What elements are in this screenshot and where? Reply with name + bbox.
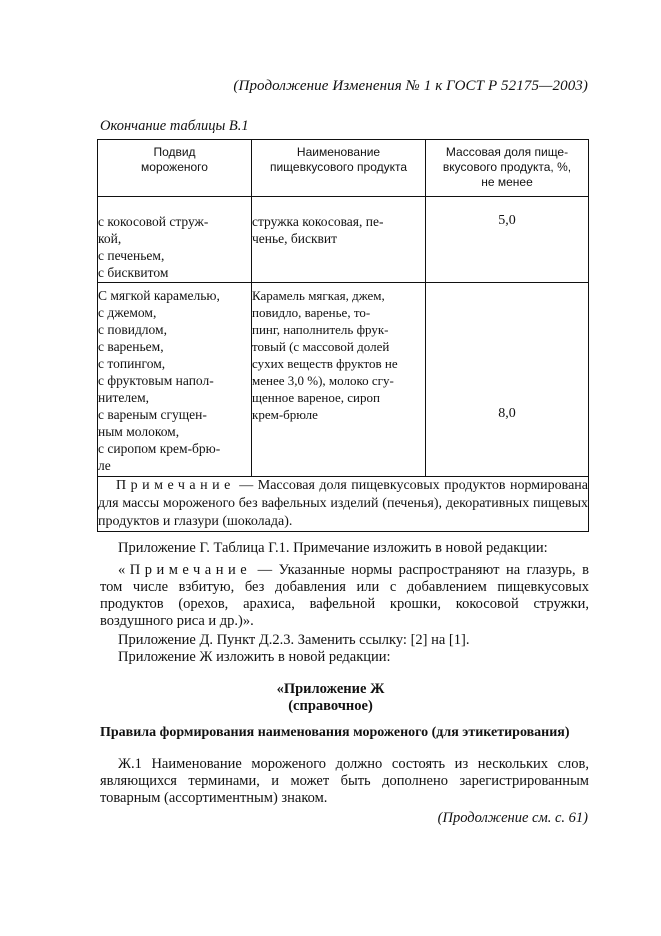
table-header-row xyxy=(98,140,589,197)
row1-value: 5,0 xyxy=(426,197,589,283)
row1-subtype: с кокосовой струж- кой, с печеньем, с бисквитом xyxy=(98,197,252,283)
paragraph-appendix-g: Приложение Г. Таблица Г.1. Примечание изложить в новой редакции: xyxy=(118,540,548,556)
table-row xyxy=(98,283,589,477)
table-note: Примечание — Массовая доля пищевкусовых продуктов нормирована для массы мороженого без вафельных изделий (печенья), декоративных пищевых продуктов и глазури (шоколада). xyxy=(98,477,589,532)
paragraph-appendix-zh: Приложение Ж изложить в новой редакции: xyxy=(118,649,391,665)
row2-value: 8,0 xyxy=(426,283,589,477)
paragraph-appendix-d: Приложение Д. Пункт Д.2.3. Заменить ссылку: [2] на [1]. xyxy=(118,632,470,648)
header-mass-fraction: Массовая доля пище- вкусового продукта, %, не менее xyxy=(426,140,589,197)
row1-product: стружка кокосовая, пе- ченье, бисквит xyxy=(252,197,426,283)
appendix-heading: Правила формирования наименования мороженого (для этикетирования) xyxy=(100,725,570,740)
table-caption: Окончание таблицы В.1 xyxy=(100,118,249,134)
mass-fraction-table xyxy=(97,139,589,532)
paragraph-note-quote: «Примечание — Указанные нормы распространяют на глазурь, в том числе взбитую, без добавления или с добавлением пищевкусовых продуктов (орехов, арахиса, вафельной крошки, кокосовой стружки, воздушного риса и др.)». xyxy=(100,562,589,629)
appendix-paragraph: Ж.1 Наименование мороженого должно состоять из нескольких слов, являющихся терминами, и может быть дополнено зарегистрированным товарным (ассортиментным) знаком. xyxy=(100,756,589,806)
header-product: Наименование пищевкусового продукта xyxy=(252,140,426,197)
header-subtype: Подвид мороженого xyxy=(98,140,252,197)
running-header: (Продолжение Изменения № 1 к ГОСТ Р 52175—2003) xyxy=(233,78,588,94)
row2-subtype: С мягкой карамелью, с джемом, с повидлом, с вареньем, с топингом, с фруктовым напол- нителем, с вареным сгущен- ным молоком, с сиропом крем-брю- ле xyxy=(98,283,252,477)
appendix-title: «Приложение Ж xyxy=(276,681,385,697)
appendix-subtitle: (справочное) xyxy=(288,698,373,714)
row2-product: Карамель мягкая, джем, повидло, варенье, то- пинг, наполнитель фрук- товый (с массовой долей сухих веществ фруктов не менее 3,0 %), молоко сгу- щенное вареное, сироп крем-брюле xyxy=(252,283,426,477)
table-note-row xyxy=(98,477,589,532)
continuation-footer: (Продолжение см. с. 61) xyxy=(437,810,588,826)
table-row xyxy=(98,197,589,283)
